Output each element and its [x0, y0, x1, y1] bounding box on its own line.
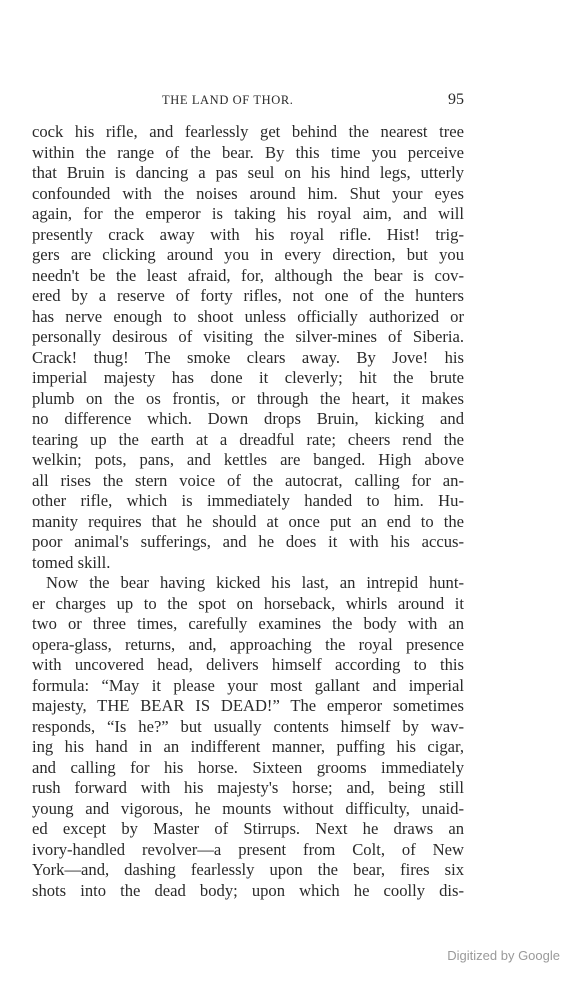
text-line: ed except by Master of Stirrups. Next he draws an: [32, 819, 464, 838]
text-line: and calling for his horse. Sixteen grooms immediately: [32, 757, 464, 777]
text-line: cock his rifle, and fearlessly get behind the nearest tree: [32, 122, 464, 141]
text-line: York—and, dashing fearlessly upon the bear, fires six: [32, 860, 464, 879]
text-line: imperial majesty has done it cleverly; hit the brute: [32, 368, 464, 387]
text-line: tearing up the earth at a dreadful rate; cheers rend the: [32, 429, 464, 449]
text-line: has nerve enough to shoot unless officially authorized or: [32, 306, 464, 326]
text-line: within the range of the bear. By this time you perceive: [32, 142, 464, 162]
text-line: that Bruin is dancing a pas seul on his hind legs, utterly: [32, 163, 464, 182]
text-line: responds, “Is he?” but usually contents himself by wav-: [32, 716, 464, 736]
text-line: gers are clicking around you in every direction, but you: [32, 245, 464, 264]
text-line: other rifle, which is immediately handed to him. Hu-: [32, 491, 464, 510]
text-line: majesty, THE BEAR IS DEAD!” The emperor sometimes: [32, 696, 464, 715]
text-line: Crack! thug! The smoke clears away. By Jove! his: [32, 347, 464, 367]
text-line: welkin; pots, pans, and kettles are banged. High above: [32, 450, 464, 469]
text-line: young and vigorous, he mounts without difficulty, unaid-: [32, 798, 464, 818]
text-line: plumb on the os frontis, or through the heart, it makes: [32, 388, 464, 408]
text-line: formula: “May it please your most gallant and imperial: [32, 675, 464, 695]
text-line: rush forward with his majesty's horse; and, being still: [32, 778, 464, 797]
text-line: presently crack away with his royal rifle. Hist! trig-: [32, 224, 464, 244]
text-line: ered by a reserve of forty rifles, not one of the hunters: [32, 286, 464, 305]
running-head: [32, 93, 464, 115]
text-line: opera-glass, returns, and, approaching the royal presence: [32, 634, 464, 654]
text-line: ing his hand in an indifferent manner, puffing his cigar,: [32, 737, 464, 756]
text-line: again, for the emperor is taking his royal aim, and will: [32, 204, 464, 223]
text-line: with uncovered head, delivers himself according to this: [32, 655, 464, 674]
text-line: er charges up to the spot on horseback, whirls around it: [32, 593, 464, 613]
text-line: needn't be the least afraid, for, although the bear is cov-: [32, 265, 464, 285]
text-line: two or three times, carefully examines the body with an: [32, 614, 464, 633]
text-line: confounded with the noises around him. Shut your eyes: [32, 183, 464, 203]
text-line: personally desirous of visiting the silver-mines of Siberia.: [32, 327, 464, 346]
page-number: 95: [448, 91, 464, 108]
text-line: Now the bear having kicked his last, an intrepid hunt-: [46, 573, 464, 592]
digitized-watermark: Digitized by Google: [447, 948, 560, 963]
running-title: THE LAND OF THOR.: [162, 93, 294, 107]
body-text: [32, 122, 464, 901]
text-line: shots into the dead body; upon which he coolly dis-: [32, 880, 464, 900]
text-line: manity requires that he should at once put an end to the: [32, 511, 464, 531]
text-line: ivory-handled revolver—a present from Colt, of New: [32, 839, 464, 859]
text-line: poor animal's sufferings, and he does it with his accus-: [32, 532, 464, 551]
text-line: no difference which. Down drops Bruin, kicking and: [32, 409, 464, 428]
text-line: all rises the stern voice of the autocrat, calling for an-: [32, 470, 464, 490]
text-line: tomed skill.: [32, 552, 111, 572]
